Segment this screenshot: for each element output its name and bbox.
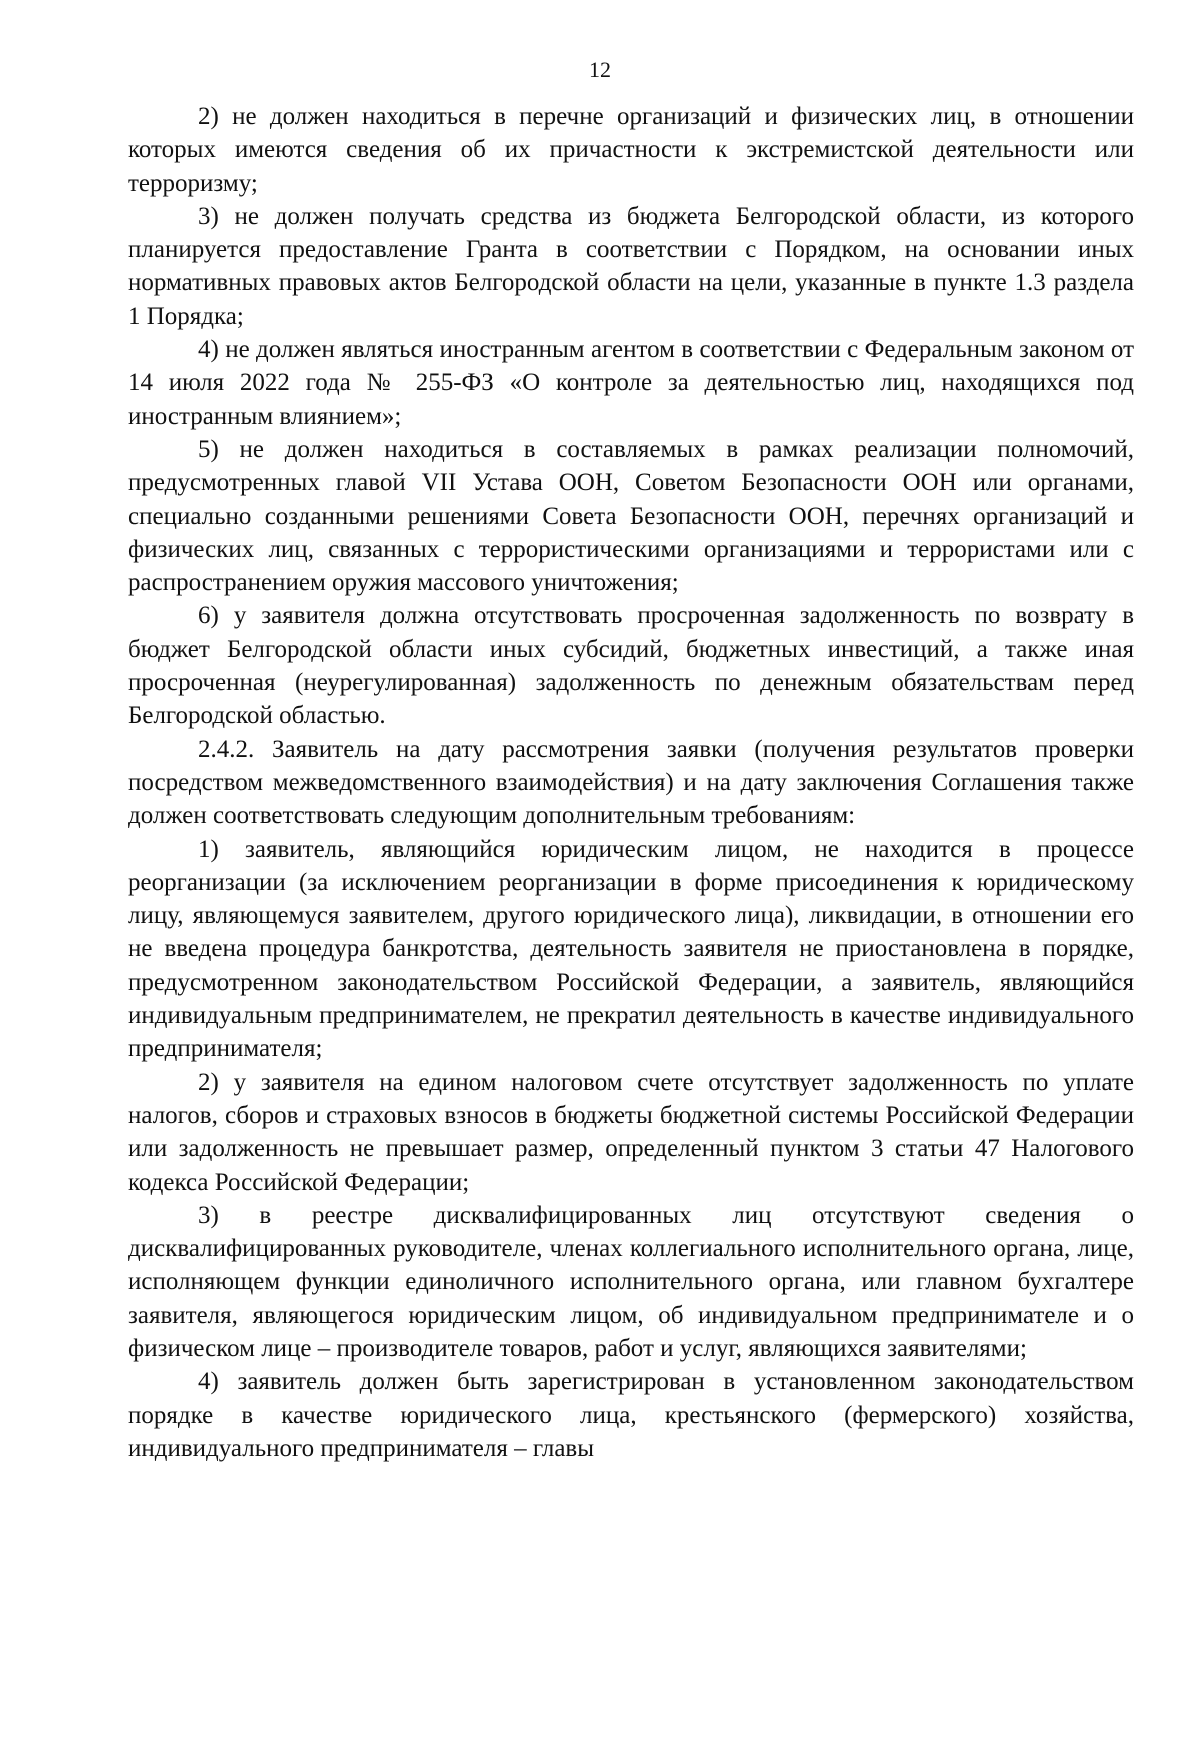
paragraph-clause-2-4-2: 2.4.2. Заявитель на дату рассмотрения заявки (получения результатов проверки посредством межведомственного взаимодействия) и на дату заключения Соглашения также должен соответствовать следующим дополнительным требованиям: xyxy=(128,735,1134,830)
paragraph-additional-requirement-1: 1) заявитель, являющийся юридическим лицом, не находится в процессе реорганизации (за исключением реорганизации в форме присоединения к юридическому лицу, являющемуся заявителем, другого юридического лица), ликвидации, в отношении его не введена процедура банкротства, деятельность заявителя не приостановлена в порядке, предусмотренном законодательством Российской Федерации, а заявитель, являющийся индивидуальным предпринимателем, не прекратил деятельность в качестве индивидуального предпринимателя; xyxy=(128,835,1134,1063)
paragraph-requirement-5: 5) не должен находиться в составляемых в рамках реализации полномочий, предусмотренных главой VII Устава ООН, Советом Безопасности ООН или органами, специально созданными решениями Совета Безопасности ООН, перечнях организаций и физических лиц, связанных с террористическими организациями и террористами или с распространением оружия массового уничтожения; xyxy=(128,435,1134,597)
paragraph-requirement-3: 3) не должен получать средства из бюджета Белгородской области, из которого планируется предоставление Гранта в соответствии с Порядком, на основании иных нормативных правовых актов Белгородской области на цели, указанные в пункте 1.3 раздела 1 Порядка; xyxy=(128,202,1134,330)
paragraph-additional-requirement-4: 4) заявитель должен быть зарегистрирован в установленном законодательством порядке в качестве юридического лица, крестьянского (фермерского) хозяйства, индивидуального предпринимателя – главы xyxy=(128,1368,1134,1462)
paragraph-additional-requirement-2: 2) у заявителя на едином налоговом счете отсутствует задолженность по уплате налогов, сборов и страховых взносов в бюджеты бюджетной системы Российской Федерации или задолженность не превышает размер, определенный пунктом 3 статьи 47 Налогового кодекса Российской Федерации; xyxy=(128,1068,1134,1196)
paragraph-requirement-6: 6) у заявителя должна отсутствовать просроченная задолженность по возврату в бюджет Белгородской области иных субсидий, бюджетных инвестиций, а также иная просроченная (неурегулированная) задолженность по денежным обязательствам перед Белгородской областью. xyxy=(128,602,1134,730)
paragraph-requirement-4: 4) не должен являться иностранным агентом в соответствии с Федеральным законом от 14 июля 2022 года № 255-ФЗ «О контроле за деятельностью лиц, находящихся под иностранным влиянием»; xyxy=(128,336,1134,430)
paragraph-additional-requirement-3: 3) в реестре дисквалифицированных лиц отсутствуют сведения о дисквалифицированных руководителе, членах коллегиального исполнительного органа, лице, исполняющем функции единоличного исполнительного органа, или главном бухгалтере заявителя, являющегося юридическим лицом, об индивидуальном предпринимателе и о физическом лице – производителе товаров, работ и услуг, являющихся заявителями; xyxy=(128,1201,1134,1362)
document-body xyxy=(128,100,1134,1465)
page-number: 12 xyxy=(589,57,611,82)
paragraph-requirement-2: 2) не должен находиться в перечне организаций и физических лиц, в отношении которых имеются сведения об их причастности к экстремистской деятельности или терроризму; xyxy=(128,103,1134,197)
